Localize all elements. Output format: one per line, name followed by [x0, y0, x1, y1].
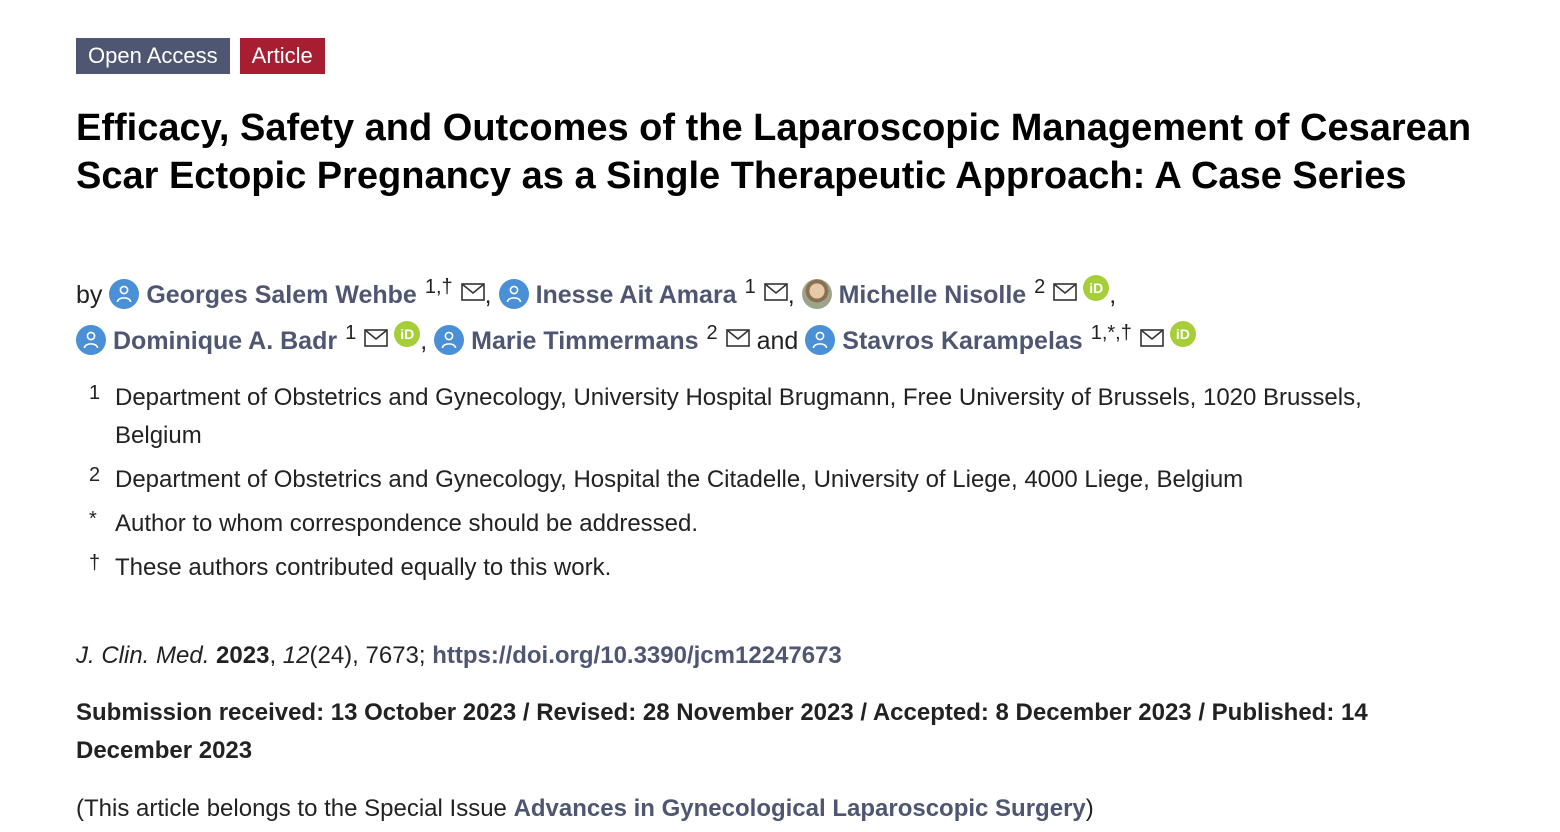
orcid-icon[interactable]: iD	[1170, 321, 1196, 347]
special-issue-link[interactable]: Advances in Gynecological Laparoscopic Surgery	[513, 795, 1086, 822]
author-name[interactable]: Stavros Karampelas	[842, 327, 1083, 355]
author-michelle-nisolle	[802, 276, 1110, 309]
email-icon[interactable]	[726, 329, 750, 347]
orcid-icon[interactable]: iD	[394, 321, 420, 347]
special-issue-prefix: (This article belongs to the Special Issue	[76, 795, 514, 822]
citation-year: 2023	[216, 642, 270, 669]
affiliation-text: Department of Obstetrics and Gynecology, University Hospital Brugmann, Free University of Brussels, 1020 Brussels, Belgium	[115, 384, 1362, 449]
affiliation-item	[76, 549, 1416, 587]
email-icon[interactable]	[1140, 329, 1164, 347]
affiliation-text: These authors contributed equally to this work.	[115, 554, 612, 581]
author-photo	[802, 279, 832, 309]
author-affiliation-marker: 2	[706, 322, 718, 344]
orcid-icon[interactable]: iD	[1083, 275, 1109, 301]
publication-dates: Submission received: 13 October 2023 / Revised: 28 November 2023 / Accepted: 8 December 2023 / Published: 14 December 2023	[76, 699, 1368, 764]
affiliation-mark: 2	[89, 464, 101, 486]
affiliation-text: Department of Obstetrics and Gynecology, Hospital the Citadelle, University of Liege, 4000 Liege, Belgium	[115, 466, 1244, 493]
byline-and: and	[756, 327, 799, 355]
email-icon[interactable]	[461, 283, 485, 301]
author-affiliation-marker: 1,*,†	[1090, 322, 1132, 344]
author-name[interactable]: Michelle Nisolle	[838, 281, 1027, 309]
special-issue-note	[76, 790, 1094, 828]
open-access-badge[interactable]: Open Access	[76, 38, 230, 74]
citation-volume: 12	[282, 642, 310, 669]
author-affiliation-marker: 1	[345, 322, 357, 344]
affiliation-item	[76, 505, 1416, 543]
affiliation-mark: *	[89, 508, 97, 530]
affiliation-item	[76, 379, 1416, 455]
article-type-badge: Article	[240, 38, 325, 74]
author-marie-timmermans	[434, 322, 750, 355]
author-name[interactable]: Inesse Ait Amara	[535, 281, 737, 309]
affiliation-mark: 1	[89, 382, 101, 404]
author-name[interactable]: Georges Salem Wehbe	[146, 281, 417, 309]
article-title: Efficacy, Safety and Outcomes of the Laparoscopic Management of Cesarean Scar Ectopic Pregnancy as a Single Therapeutic Approach: A Case Series	[76, 107, 1472, 197]
affiliations-list	[76, 379, 1416, 593]
citation-line: J. Clin. Med. 2023, 12(24), 7673; https://doi.org/10.3390/jcm12247673	[76, 642, 842, 669]
author-name[interactable]: Dominique A. Badr	[113, 327, 338, 355]
author-inesse-ait-amara	[499, 276, 788, 309]
author-georges-salem-wehbe	[109, 276, 484, 309]
author-name[interactable]: Marie Timmermans	[471, 327, 699, 355]
affiliation-item	[76, 461, 1416, 499]
email-icon[interactable]	[764, 283, 788, 301]
author-dominique-a-badr	[76, 322, 420, 355]
author-affiliation-marker: 2	[1034, 276, 1046, 298]
doi-link[interactable]: https://doi.org/10.3390/jcm12247673	[432, 642, 842, 669]
affiliation-text: Author to whom correspondence should be addressed.	[115, 510, 699, 537]
author-affiliation-marker: 1	[744, 276, 756, 298]
citation-issue: (24)	[309, 642, 353, 669]
author-stavros-karampelas	[805, 322, 1196, 355]
author-list: by Georges Salem Wehbe $^{1,\dagger}$ , Inesse Ait Amara $^1$ , Michelle Nisolle $^2$ iD , Dominique A. Badr $^1$ iD , Marie Timmermans $^2$ and Stavros Karampelas $^{1,*,\dagger}$ iD	[76, 268, 1476, 360]
person-icon	[434, 325, 464, 355]
person-icon	[76, 325, 106, 355]
person-icon	[805, 325, 835, 355]
person-icon	[499, 279, 529, 309]
journal-name: J. Clin. Med.	[76, 642, 210, 669]
byline-prefix: by	[76, 281, 103, 309]
author-affiliation-marker: 1,†	[424, 276, 453, 298]
email-icon[interactable]	[1053, 283, 1077, 301]
special-issue-suffix: )	[1085, 795, 1094, 822]
citation-article-number: 7673	[365, 642, 419, 669]
article-badges	[76, 38, 325, 74]
affiliation-mark: †	[89, 552, 101, 574]
email-icon[interactable]	[364, 329, 388, 347]
person-icon	[109, 279, 139, 309]
